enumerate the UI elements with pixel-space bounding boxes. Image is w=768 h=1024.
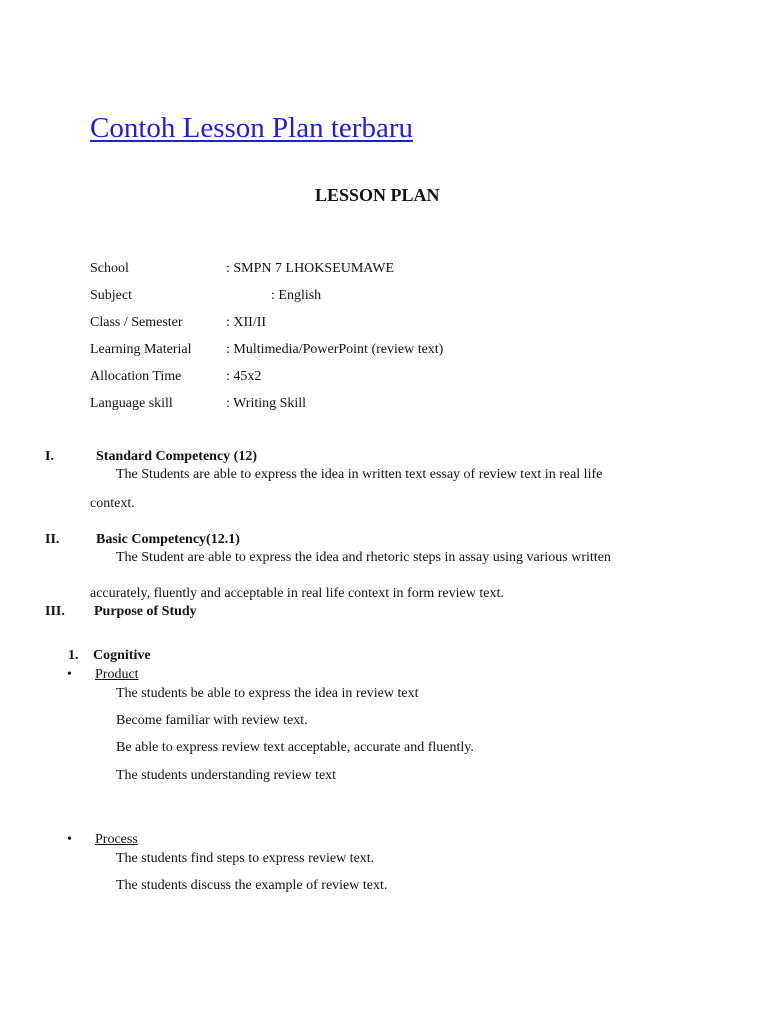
list-item: Become familiar with review text.: [116, 713, 308, 728]
list-item: The students be able to express the idea in review text: [116, 686, 419, 701]
list-item: The students find steps to express review text.: [116, 851, 375, 866]
info-value-material: : Multimedia/PowerPoint (review text): [226, 342, 444, 357]
cognitive-label: Cognitive: [93, 648, 151, 663]
section-text-line: The Students are able to express the idea in written text essay of review text in real life: [116, 467, 603, 482]
section-text-line: The Student are able to express the idea and rhetoric steps in assay using various written: [116, 550, 611, 565]
page-title[interactable]: Contoh Lesson Plan terbaru: [90, 112, 413, 144]
list-item: The students understanding review text: [116, 768, 337, 783]
section-title: Purpose of Study: [94, 604, 197, 619]
info-label-class: Class / Semester: [90, 315, 183, 330]
section-numeral: II.: [45, 532, 60, 547]
list-item: Be able to express review text acceptable, accurate and fluently.: [116, 740, 474, 755]
section-title: Basic Competency(12.1): [96, 532, 240, 547]
document-heading: LESSON PLAN: [315, 185, 440, 205]
info-value-school: : SMPN 7 LHOKSEUMAWE: [226, 261, 395, 276]
info-label-subject: Subject: [90, 288, 132, 303]
list-item: The students discuss the example of review text.: [116, 878, 388, 893]
info-value-class: : XII/II: [226, 315, 267, 330]
section-title: Standard Competency (12): [96, 449, 257, 464]
bullet-icon: •: [67, 667, 72, 682]
section-numeral: III.: [45, 604, 65, 619]
product-label: Product: [95, 667, 139, 682]
list-number: 1.: [68, 648, 79, 663]
info-value-subject: : English: [271, 288, 322, 303]
info-label-allocation: Allocation Time: [90, 369, 182, 384]
info-value-allocation: : 45x2: [226, 369, 262, 384]
info-label-material: Learning Material: [90, 342, 192, 357]
bullet-icon: •: [67, 832, 72, 847]
section-text-line: context.: [90, 496, 135, 511]
process-label: Process: [95, 832, 138, 847]
info-label-skill: Language skill: [90, 396, 173, 411]
section-numeral: I.: [45, 449, 54, 464]
section-text-line: accurately, fluently and acceptable in real life context in form review text.: [90, 586, 504, 601]
info-value-skill: : Writing Skill: [226, 396, 307, 411]
info-label-school: School: [90, 261, 129, 276]
